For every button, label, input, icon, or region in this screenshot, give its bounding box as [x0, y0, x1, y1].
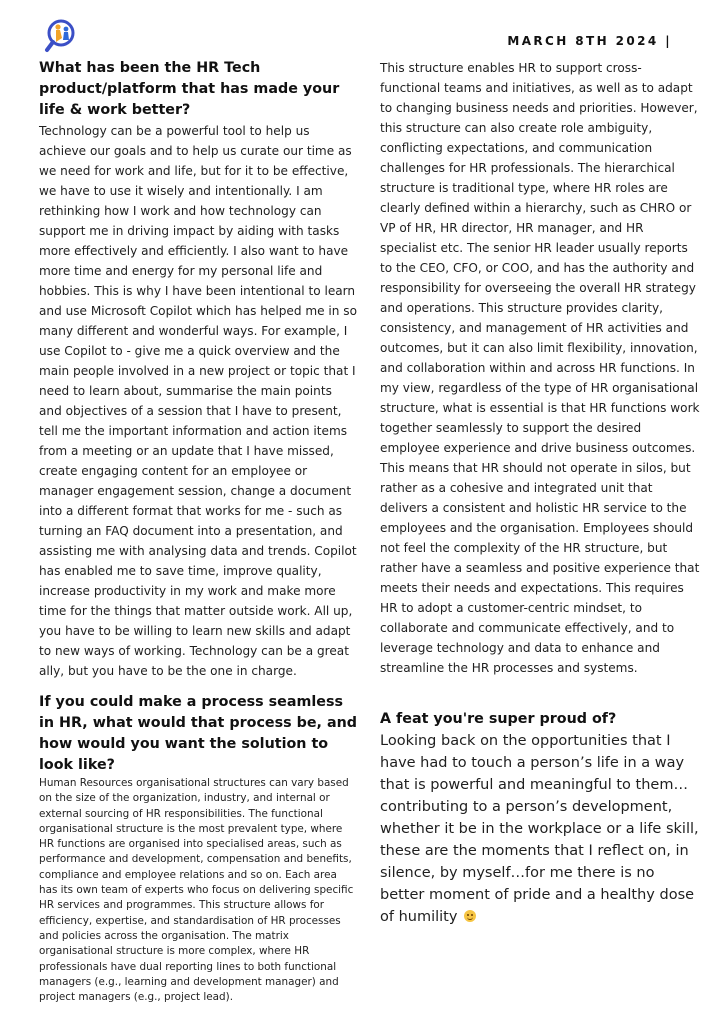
answer-seamless-process-continued: This structure enables HR to support cross-functional teams and initiatives, as well as to adapt to changing business needs and priorities. However, this structure can also create role ambiguity, conflicting expectations, and communication challenges for HR professionals. The hierarchical structure is traditional type, where HR roles are clearly defined within a hierarchy, such as CHRO or VP of HR, HR director, HR manager, and HR specialist etc. The senior HR leader usually reports to the CEO, CFO, or COO, and has the authority and responsibility for overseeing the overall HR strategy and operations. This structure provides clarity, consistency, and management of HR activities and outcomes, but it can also limit flexibility, innovation, and collaboration within and across HR functions. In my view, regardless of the type of HR organisational structure, what is essential is that HR functions work together seamlessly to support the desired employee experience and drive business outcomes. This means that HR should not operate in silos, but rather as a cohesive and integrated unit that delivers a consistent and holistic HR service to the employees and the organisation. Employees should not feel the complexity of the HR structure, but rather have a seamless and positive experience that meets their needs and expectations. This requires HR to adopt a customer-centric mindset, to collaborate and communicate effectively, and to leverage technology and data to enhance and streamline the HR processes and systems.	[380, 61, 700, 675]
smiling-face-emoji-icon	[464, 910, 476, 922]
person-magnifier-logo	[44, 18, 80, 54]
answer-seamless-process: Human Resources organisational structures can vary based on the size of the organization, industry, and internal or external sourcing of HR responsibilities. The functional organisational structure is the most prevalent type, where HR functions are organised into specialised areas, such as performance and development, compensation and benefits, compliance and employee relations and so on. Each area has its own team of experts who focus on delivering specific HR services and programmes. This structure allows for efficiency, expertise, and standardisation of HR processes and policies across the organisation. The matrix organisational structure is more complex, where HR professionals have dual reporting lines to both functional managers (e.g., learning and development manager) and project managers (e.g., project lead).	[39, 777, 354, 1004]
question-seamless-process-heading: If you could make a process seamless in HR, what would that process be, and how would you want the solution to look like?	[39, 694, 358, 773]
issue-date: MARCH 8TH 2024 |	[507, 34, 672, 48]
left-column	[39, 58, 357, 1005]
right-column	[380, 58, 700, 678]
answer-proud-feat-text: Looking back on the opportunities that I have had to touch a person’s life in a way that is powerful and meaningful to them…contributing to a person’s development, whether it be in the workplace or a life skill, these are the moments that I reflect on, in silence, by myself…for me there is no better moment of pride and a healthy dose of humility	[380, 733, 699, 925]
answer-hr-tech: Technology can be a powerful tool to help us achieve our goals and to help us curate our time as we need for work and life, but for it to be effective, we have to use it wisely and intentionally. I am rethinking how I work and how technology can support me in driving impact by aiding with tasks more effectively and efficiently. I also want to have more time and energy for my personal life and hobbies. This is why I have been intentional to learn and use Microsoft Copilot which has helped me in so many different and wonderful ways. For example, I use Copilot to - give me a quick overview and the main people involved in a new project or topic that I need to learn about, summarise the main points and objectives of a session that I have to present, tell me the important information and action items from a meeting or an update that I have missed, create engaging content for an employee or manager engagement session, change a document into a different format that works for me - such as turning an FAQ document into a presentation, and assisting me with analysing data and trends. Copilot has enabled me to save time, improve quality, increase productivity in my work and make more time for the things that matter outside work. All up, you have to be willing to learn new skills and adapt to new ways of working. Technology can be a great ally, but you have to be the one in charge.	[39, 124, 357, 678]
question-proud-feat-heading: A feat you're super proud of?	[380, 711, 617, 727]
proud-feat-section	[380, 709, 700, 928]
question-hr-tech-heading: What has been the HR Tech product/platform that has made your life & work better?	[39, 60, 340, 118]
answer-proud-feat	[380, 730, 700, 928]
